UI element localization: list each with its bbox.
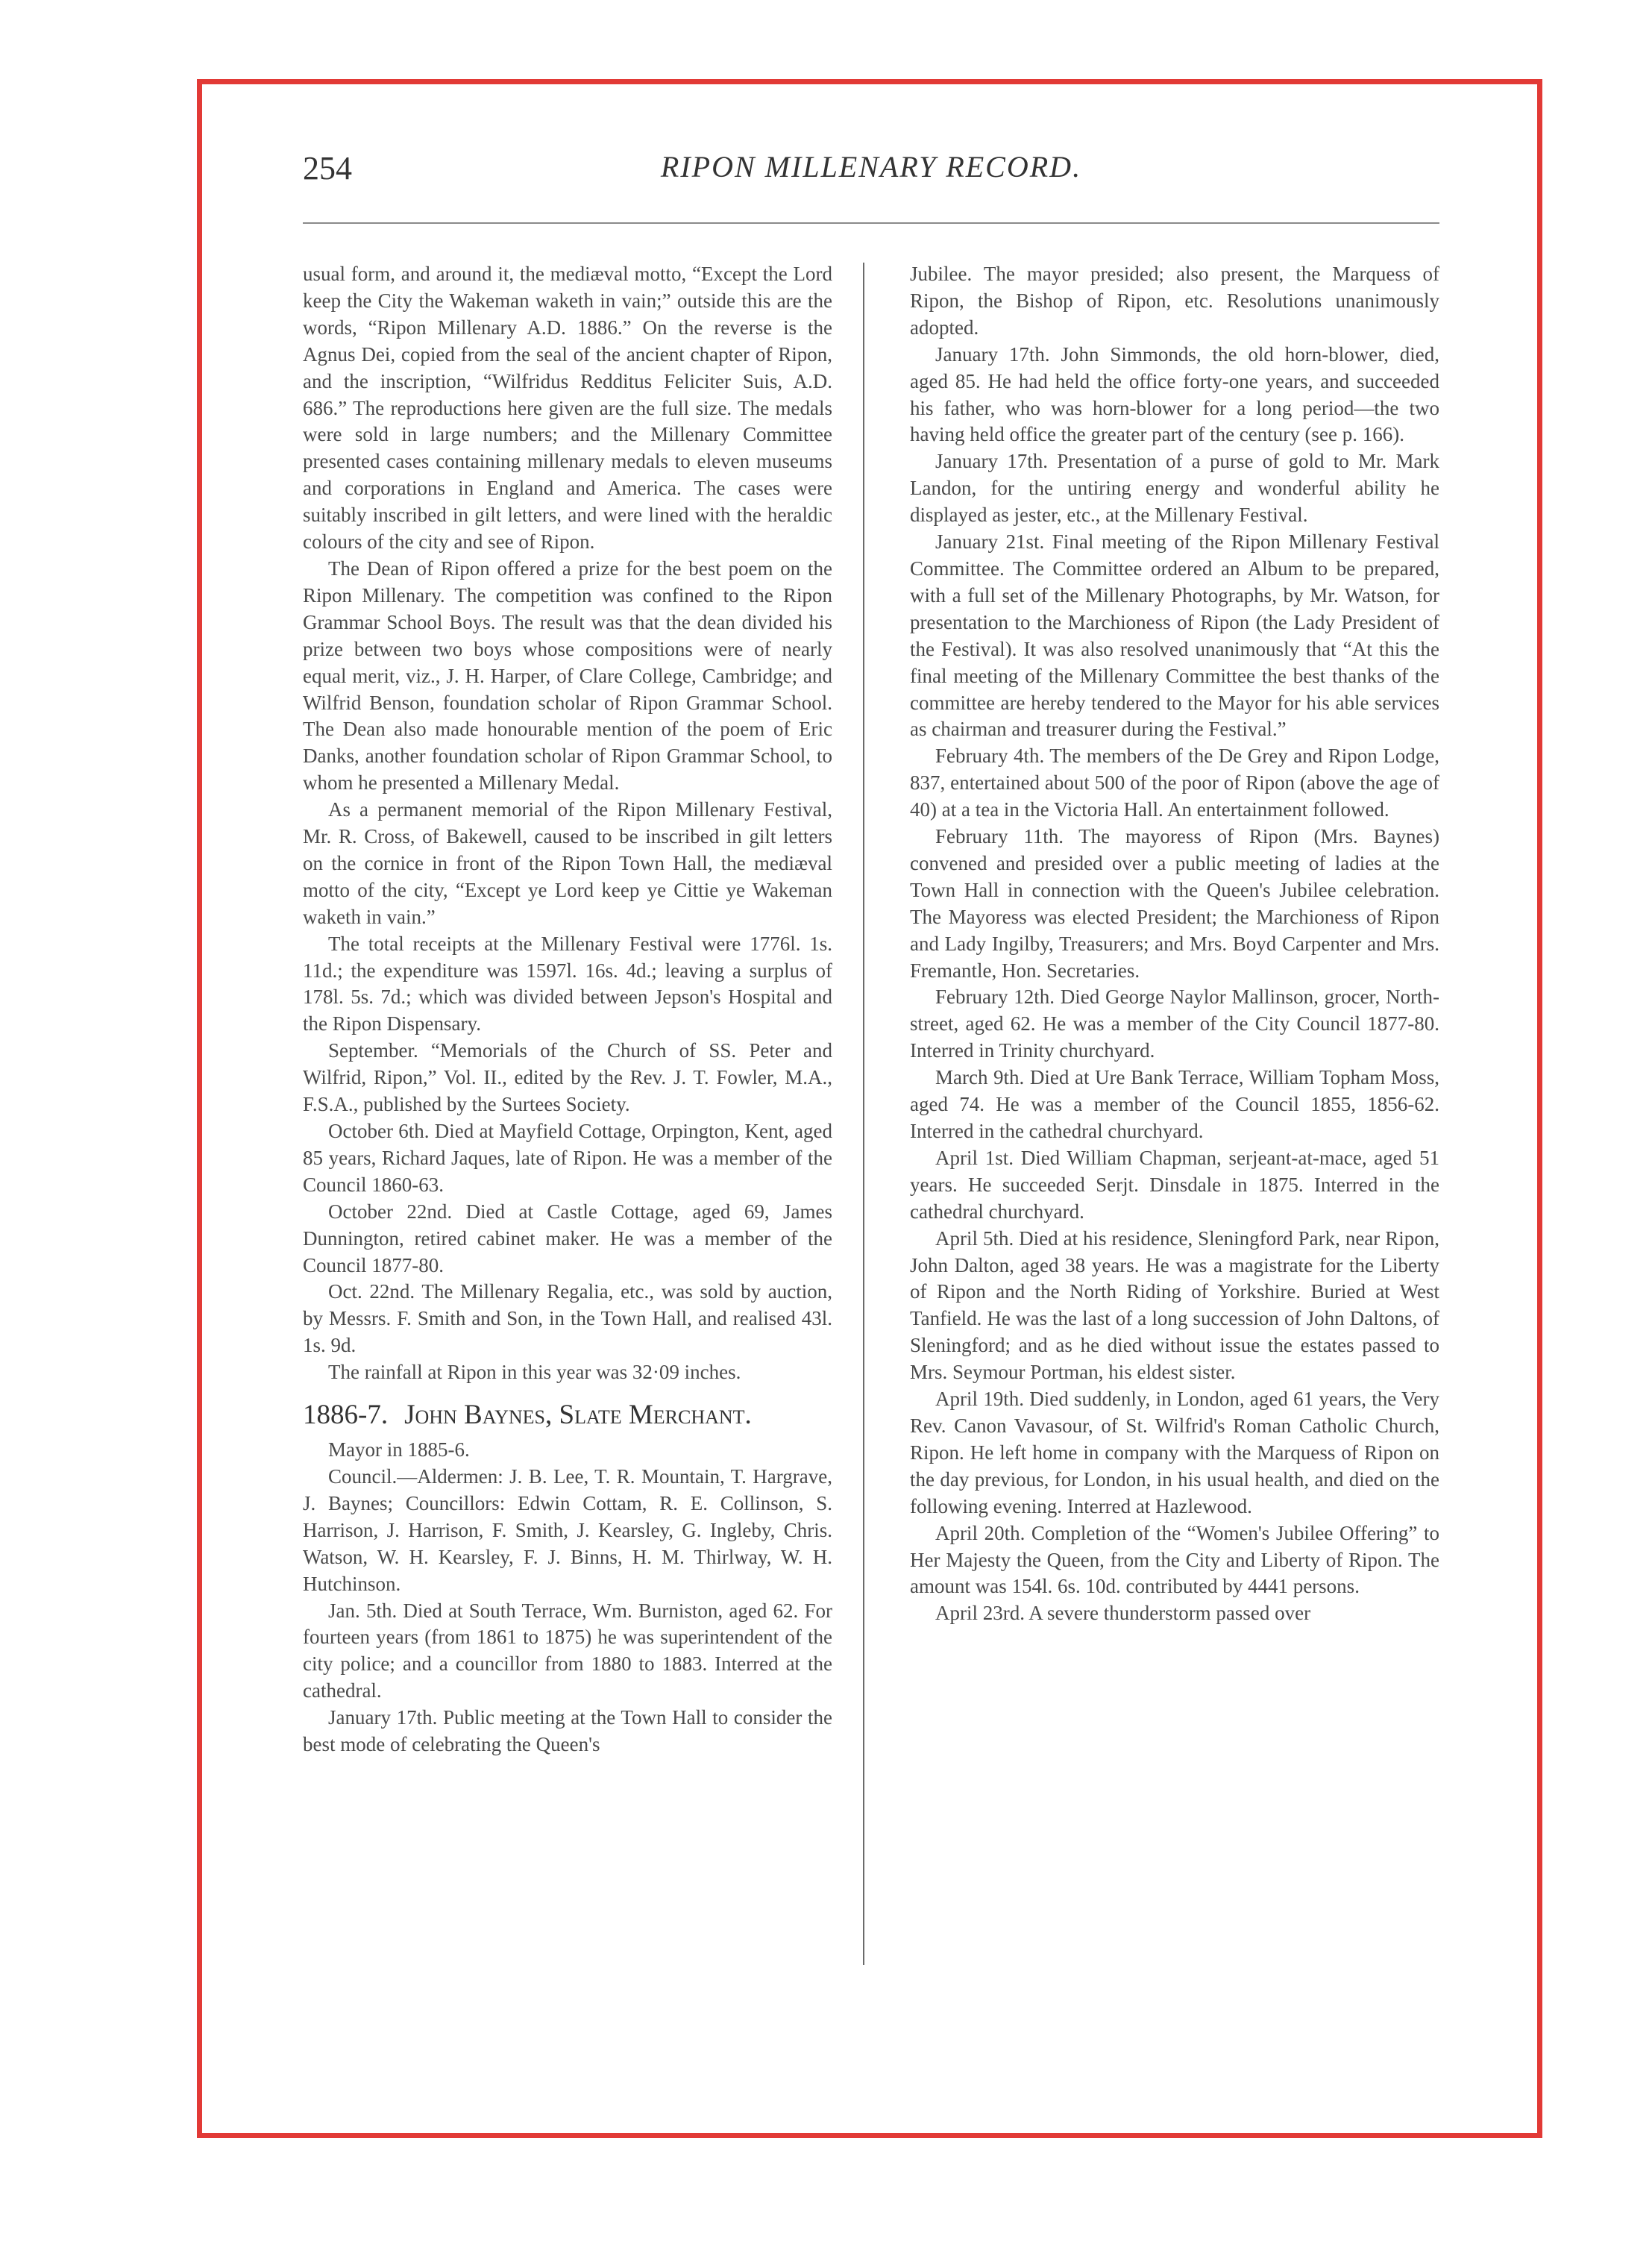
paragraph: Mayor in 1885-6. bbox=[328, 1438, 470, 1461]
paragraph: Jubilee. The mayor presided; also present, the Marquess of Ripon, the Bishop of Ripon, etc. Resolutions unanimously adopted. bbox=[910, 263, 1439, 339]
mayor-name: John Baynes, Slate Merchant. bbox=[404, 1400, 752, 1431]
paragraph: March 9th. Died at Ure Bank Terrace, William Topham Moss, aged 74. He was a member of the Council 1855, 1856-62. Interred in the cathedral churchyard. bbox=[910, 1066, 1439, 1142]
paragraph: April 20th. Completion of the “Women's Jubilee Offering” to Her Majesty the Queen, from the City and Liberty of Ripon. The amount was 154l. 6s. 10d. contributed by 4441 persons. bbox=[910, 1521, 1439, 1598]
paragraph: October 22nd. Died at Castle Cottage, aged 69, James Dunnington, retired cabinet maker. He was a member of the Council 1877-80. bbox=[303, 1200, 832, 1276]
column-divider bbox=[863, 263, 864, 1965]
mayor-heading bbox=[303, 1397, 832, 1434]
paragraph: April 1st. Died William Chapman, serjeant-at-mace, aged 51 years. He succeeded Serjt. Dinsdale in 1875. Interred in the cathedral churchyard. bbox=[910, 1146, 1439, 1223]
paragraph: The rainfall at Ripon in this year was 32·09 inches. bbox=[328, 1361, 741, 1384]
left-column bbox=[303, 261, 832, 1758]
paragraph: Jan. 5th. Died at South Terrace, Wm. Burniston, aged 62. For fourteen years (from 1861 to 1875) he was superintendent of the city police; and a councillor from 1880 to 1883. Interred at the cathedral. bbox=[303, 1599, 832, 1702]
paragraph: April 23rd. A severe thunderstorm passed over bbox=[935, 1602, 1311, 1625]
paragraph: Oct. 22nd. The Millenary Regalia, etc., was sold by auction, by Messrs. F. Smith and Son, in the Town Hall, and realised 43l. 1s. 9d. bbox=[303, 1280, 832, 1357]
paragraph: April 5th. Died at his residence, Sleningford Park, near Ripon, John Dalton, aged 38 years. He was a magistrate for the Liberty of Ripon and the North Riding of Yorkshire. Buried at West Tanfield. He was the last of a long succession of John Daltons, of Sleningford; and as he died without issue the estates passed to Mrs. Seymour Portman, his eldest sister. bbox=[910, 1226, 1439, 1384]
paragraph: January 17th. John Simmonds, the old horn-blower, died, aged 85. He had held the office forty-one years, and succeeded his father, who was horn-blower for a long period—the two having held office the greater part of the century (see p. 166). bbox=[910, 342, 1439, 446]
running-title: RIPON MILLENARY RECORD. bbox=[660, 150, 1082, 184]
paragraph: usual form, and around it, the mediæval motto, “Except the Lord keep the City the Wakeman waketh in vain;” outside this are the words, “Ripon Millenary A.D. 1886.” On the reverse is the Agnus Dei, copied from the seal of the ancient chapter of Ripon, and the inscription, “Wilfridus Redditus Feliciter Suis, A.D. 686.” The reproductions here given are the full size. The medals were sold in large numbers; and the Millenary Committee presented cases containing millenary medals to eleven museums and corporations in England and America. The cases were suitably inscribed in gilt letters, and were lined with the heraldic colours of the city and see of Ripon. bbox=[303, 263, 832, 554]
header-rule bbox=[303, 222, 1439, 224]
page-header bbox=[303, 149, 1439, 194]
paragraph: October 6th. Died at Mayfield Cottage, Orpington, Kent, aged 85 years, Richard Jaques, late of Ripon. He was a member of the Council 1860-63. bbox=[303, 1120, 832, 1196]
paragraph: February 11th. The mayoress of Ripon (Mrs. Baynes) convened and presided over a public meeting of ladies at the Town Hall in connection with the Queen's Jubilee celebration. The Mayoress was elected President; the Marchioness of Ripon and Lady Ingilby, Treasurers; and Mrs. Boyd Carpenter and Mrs. Fremantle, Hon. Secretaries. bbox=[910, 825, 1439, 982]
paragraph: September. “Memorials of the Church of SS. Peter and Wilfrid, Ripon,” Vol. II., edited by the Rev. J. T. Fowler, M.A., F.S.A., published by the Surtees Society. bbox=[303, 1039, 832, 1116]
paragraph: The Dean of Ripon offered a prize for the best poem on the Ripon Millenary. The competition was confined to the Ripon Grammar School Boys. The result was that the dean divided his prize between two boys whose compositions were of nearly equal merit, viz., J. H. Harper, of Clare College, Cambridge; and Wilfrid Benson, foundation scholar of Ripon Grammar School. The Dean also made honourable mention of the poem of Eric Danks, another foundation scholar of Ripon Grammar School, to whom he presented a Millenary Medal. bbox=[303, 557, 832, 795]
paragraph: February 12th. Died George Naylor Mallinson, grocer, North-street, aged 62. He was a member of the City Council 1877-80. Interred in Trinity churchyard. bbox=[910, 986, 1439, 1062]
paragraph: January 17th. Public meeting at the Town Hall to consider the best mode of celebrating the Queen's bbox=[303, 1706, 832, 1756]
paragraph: As a permanent memorial of the Ripon Millenary Festival, Mr. R. Cross, of Bakewell, caused to be inscribed in gilt letters on the cornice in front of the Ripon Town Hall, the mediæval motto of the city, “Except ye Lord keep ye Cittie ye Wakeman waketh in vain.” bbox=[303, 798, 832, 928]
paragraph: Council.—Aldermen: J. B. Lee, T. R. Mountain, T. Hargrave, J. Baynes; Councillors: Edwin Cottam, R. E. Collinson, S. Harrison, J. Harrison, F. Smith, J. Kearsley, G. Ingleby, Chris. Watson, W. H. Kearsley, F. J. Binns, H. M. Thirlway, W. H. Hutchinson. bbox=[303, 1464, 832, 1595]
mayor-year: 1886-7. bbox=[303, 1400, 389, 1431]
page-number: 254 bbox=[303, 150, 352, 187]
paragraph: The total receipts at the Millenary Festival were 1776l. 1s. 11d.; the expenditure was 1597l. 16s. 4d.; leaving a surplus of 178l. 5s. 7d.; which was divided between Jepson's Hospital and the Ripon Dispensary. bbox=[303, 932, 832, 1035]
right-column bbox=[910, 261, 1439, 1627]
paragraph: January 21st. Final meeting of the Ripon Millenary Festival Committee. The Committee ordered an Album to be prepared, with a full set of the Millenary Photographs, by Mr. Watson, for presentation to the Marchioness of Ripon (the Lady President of the Festival). It was also resolved unanimously that “At this the final meeting of the Millenary Committee the best thanks of the committee are hereby tendered to the Mayor for his able services as chairman and treasurer during the Festival.” bbox=[910, 530, 1439, 741]
paragraph: February 4th. The members of the De Grey and Ripon Lodge, 837, entertained about 500 of the poor of Ripon (above the age of 40) at a tea in the Victoria Hall. An entertainment followed. bbox=[910, 745, 1439, 821]
paragraph: January 17th. Presentation of a purse of gold to Mr. Mark Landon, for the untiring energy and wonderful ability he displayed as jester, etc., at the Millenary Festival. bbox=[910, 450, 1439, 527]
paragraph: April 19th. Died suddenly, in London, aged 61 years, the Very Rev. Canon Vavasour, of St. Wilfrid's Roman Catholic Church, Ripon. He left home in company with the Marquess of Ripon on the day previous, for London, in his usual health, and died on the following evening. Interred at Hazlewood. bbox=[910, 1388, 1439, 1517]
